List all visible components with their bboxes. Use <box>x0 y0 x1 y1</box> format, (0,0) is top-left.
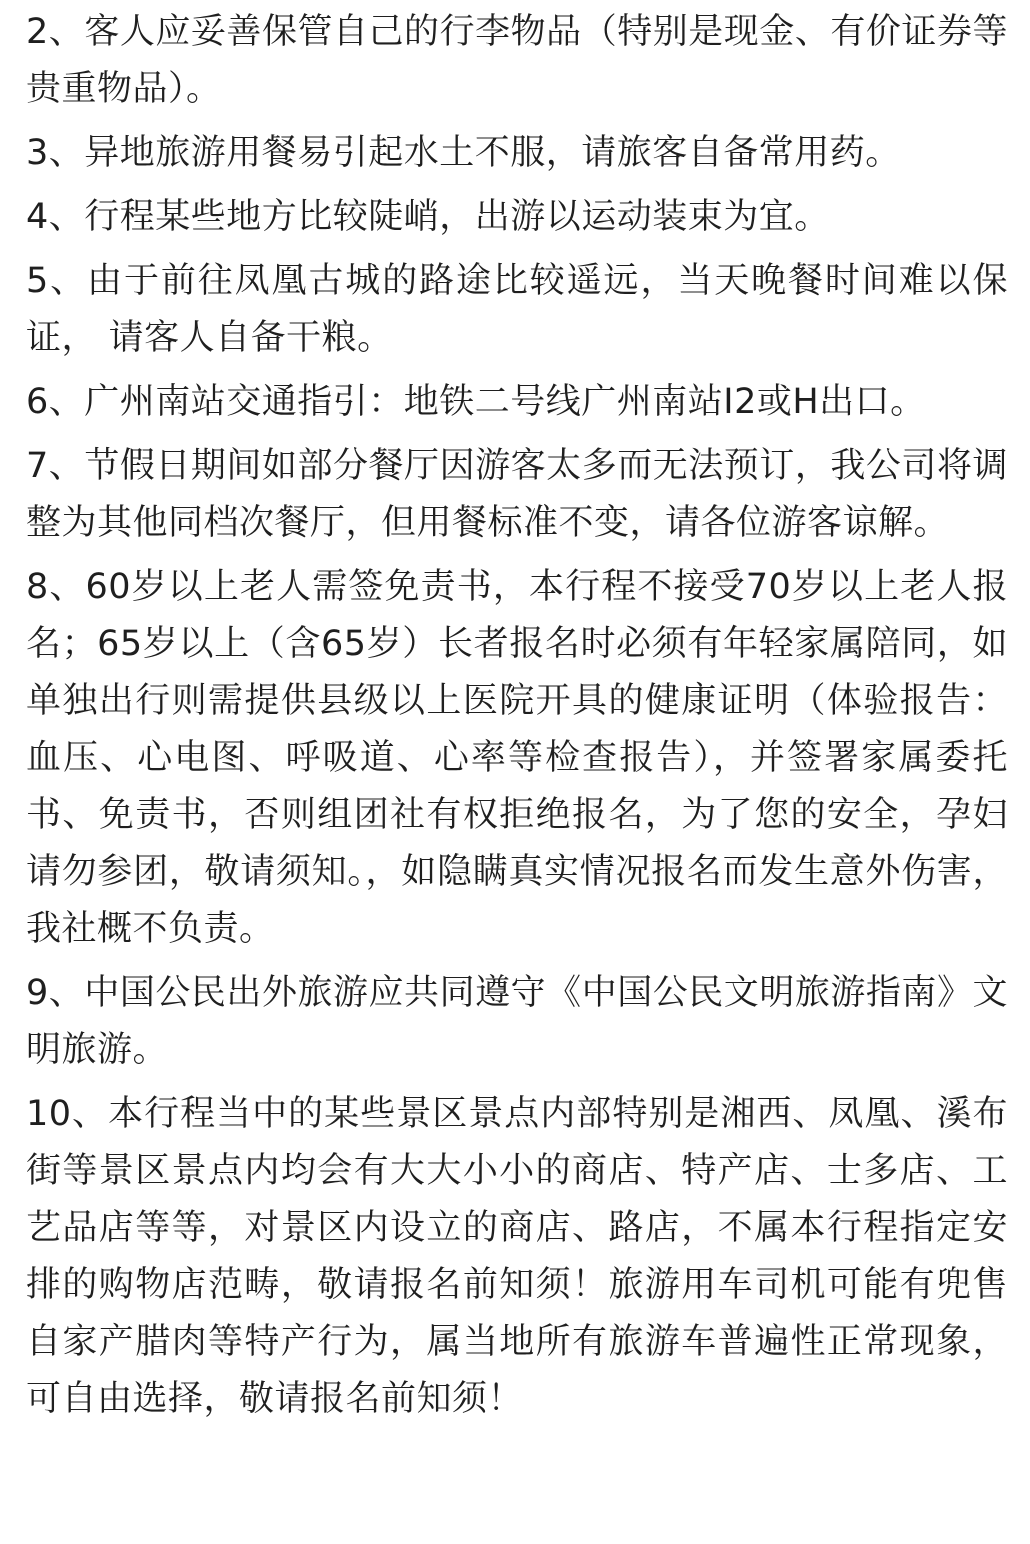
notice-item-7: 7、节假日期间如部分餐厅因游客太多而无法预订，我公司将调整为其他同档次餐厅，但用餐标准不变，请各位游客谅解。 <box>26 446 1008 543</box>
notice-item-3: 3、异地旅游用餐易引起水土不服，请旅客自备常用药。 <box>26 133 901 173</box>
notice-item-9: 9、中国公民出外旅游应共同遵守《中国公民文明旅游指南》文明旅游。 <box>26 973 1008 1070</box>
notice-item-8: 8、60岁以上老人需签免责书，本行程不接受70岁以上老人报名；65岁以上（含65岁）长者报名时必须有年轻家属陪同，如单独出行则需提供县级以上医院开具的健康证明（体验报告：血压、心电图、呼吸道、心率等检查报告），并签署家属委托书、免责书，否则组团社有权拒绝报名，为了您的安全，孕妇请勿参团，敬请须知。，如隐瞒真实情况报名而发生意外伤害， 我社概不负责。 <box>26 567 1008 949</box>
notice-item-5: 5、由于前往凤凰古城的路途比较遥远，当天晚餐时间难以保证， 请客人自备干粮。 <box>26 261 1008 358</box>
notice-item-10: 10、本行程当中的某些景区景点内部特别是湘西、凤凰、溪布街等景区景点内均会有大大小小的商店、特产店、士多店、工艺品店等等，对景区内设立的商店、路店，不属本行程指定安排的购物店范畴，敬请报名前知须！旅游用车司机可能有兜售自家产腊肉等特产行为，属当地所有旅游车普遍性正常现象，可自由选择，敬请报名前知须！ <box>26 1094 1008 1419</box>
notice-item-4: 4、行程某些地方比较陡峭，出游以运动装束为宜。 <box>26 197 830 237</box>
notice-item-6: 6、广州南站交通指引：地铁二号线广州南站I2或H出口。 <box>26 382 926 422</box>
travel-notice-list <box>26 4 1008 1435</box>
notice-item-2: 2、客人应妥善保管自己的行李物品（特别是现金、有价证券等贵重物品）。 <box>26 12 1008 109</box>
